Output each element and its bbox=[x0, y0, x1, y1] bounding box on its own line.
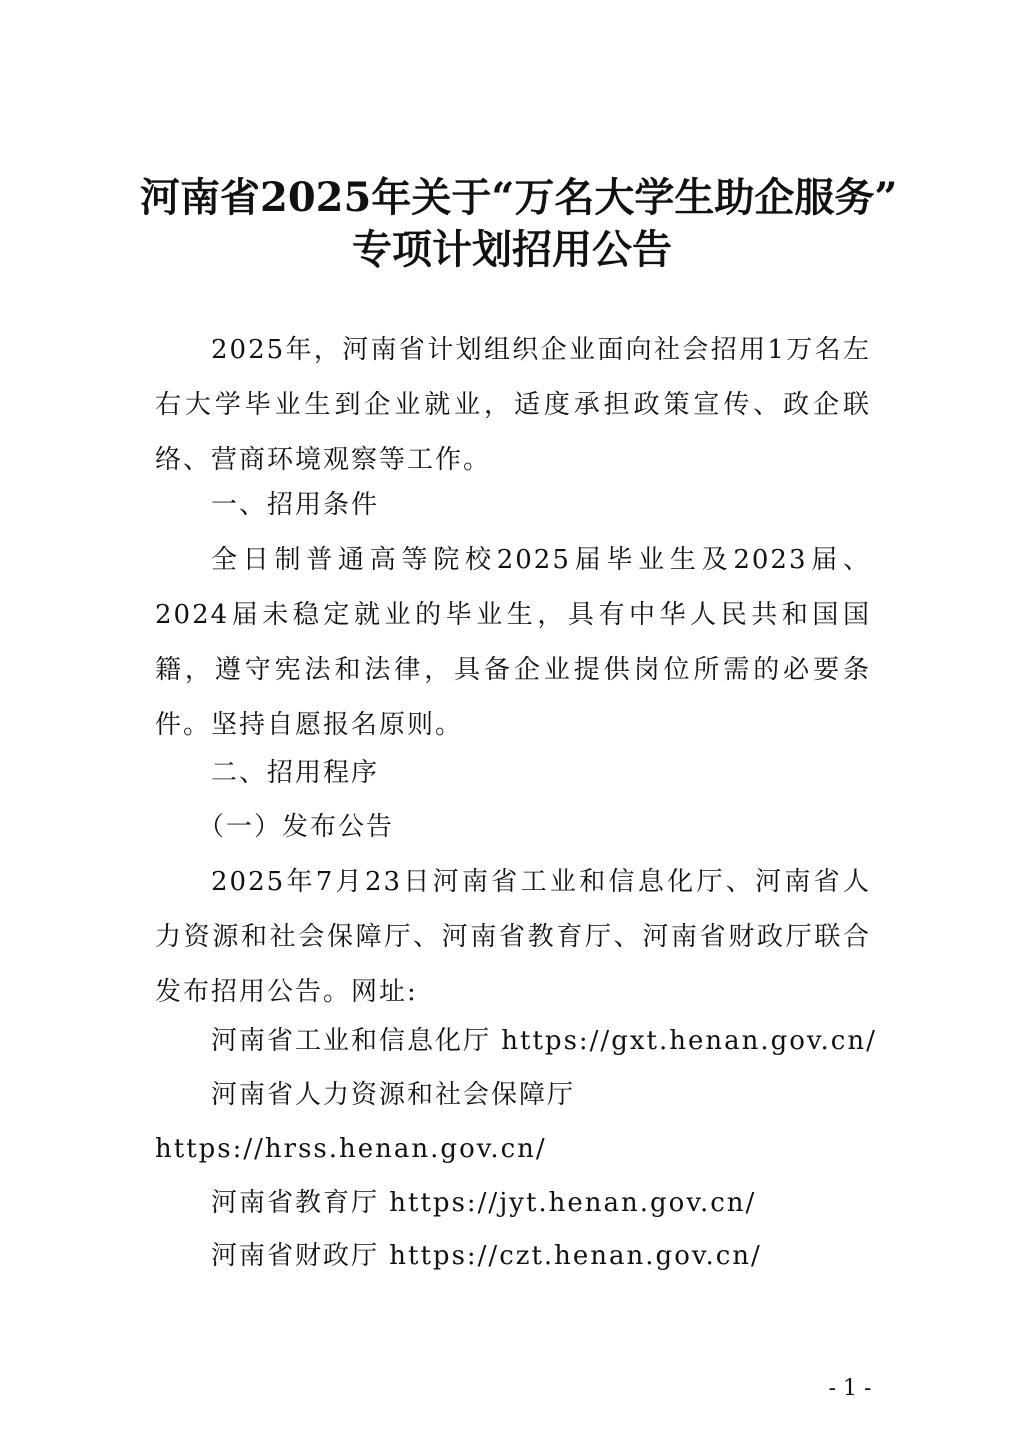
website-url-hrss bbox=[155, 1122, 547, 1177]
website-name-hrss: 河南省人力资源和社会保障厅 bbox=[211, 1080, 576, 1110]
section-1-body: 全日制普通高等院校2025届毕业生及2023届、2024届未稳定就业的毕业生，具有中华人民共和国国籍，遵守宪法和法律，具备企业提供岗位所需的必要条件。坚持自愿报名原则。 bbox=[155, 545, 871, 740]
website-name-jyt: 河南省教育厅 bbox=[211, 1188, 380, 1218]
website-url-jyt[interactable]: https://jyt.henan.gov.cn/ bbox=[389, 1188, 757, 1218]
section-2-heading: 二、招用程序 bbox=[211, 758, 380, 788]
subsection-1-heading: （一）发布公告 bbox=[198, 812, 395, 842]
intro-paragraph: 2025年，河南省计划组织企业面向社会招用1万名左右大学毕业生到企业就业，适度承担政策宣传、政企联络、营商环境观察等工作。 bbox=[155, 335, 871, 475]
subsection-1-body: 2025年7月23日河南省工业和信息化厅、河南省人力资源和社会保障厅、河南省教育厅、河南省财政厅联合发布招用公告。网址: bbox=[155, 867, 871, 1007]
website-url-czt[interactable]: https://czt.henan.gov.cn/ bbox=[389, 1241, 762, 1271]
document-title-line-2: 专项计划招用公告 bbox=[352, 226, 672, 273]
document-title-line-1: 河南省2025年关于“万名大学生助企服务” bbox=[140, 174, 898, 221]
website-url-hrss-link[interactable]: https://hrss.henan.gov.cn/ bbox=[155, 1134, 547, 1164]
website-row-jyt bbox=[211, 1176, 756, 1231]
section-1-heading: 一、招用条件 bbox=[211, 490, 380, 520]
website-name-czt: 河南省财政厅 bbox=[211, 1241, 380, 1271]
website-name-gxt: 河南省工业和信息化厅 bbox=[211, 1026, 492, 1056]
website-row-czt bbox=[211, 1229, 762, 1284]
website-url-gxt[interactable]: https://gxt.henan.gov.cn/ bbox=[501, 1026, 877, 1056]
page-number: - 1 - bbox=[828, 1376, 872, 1401]
website-row-gxt bbox=[211, 1014, 877, 1069]
